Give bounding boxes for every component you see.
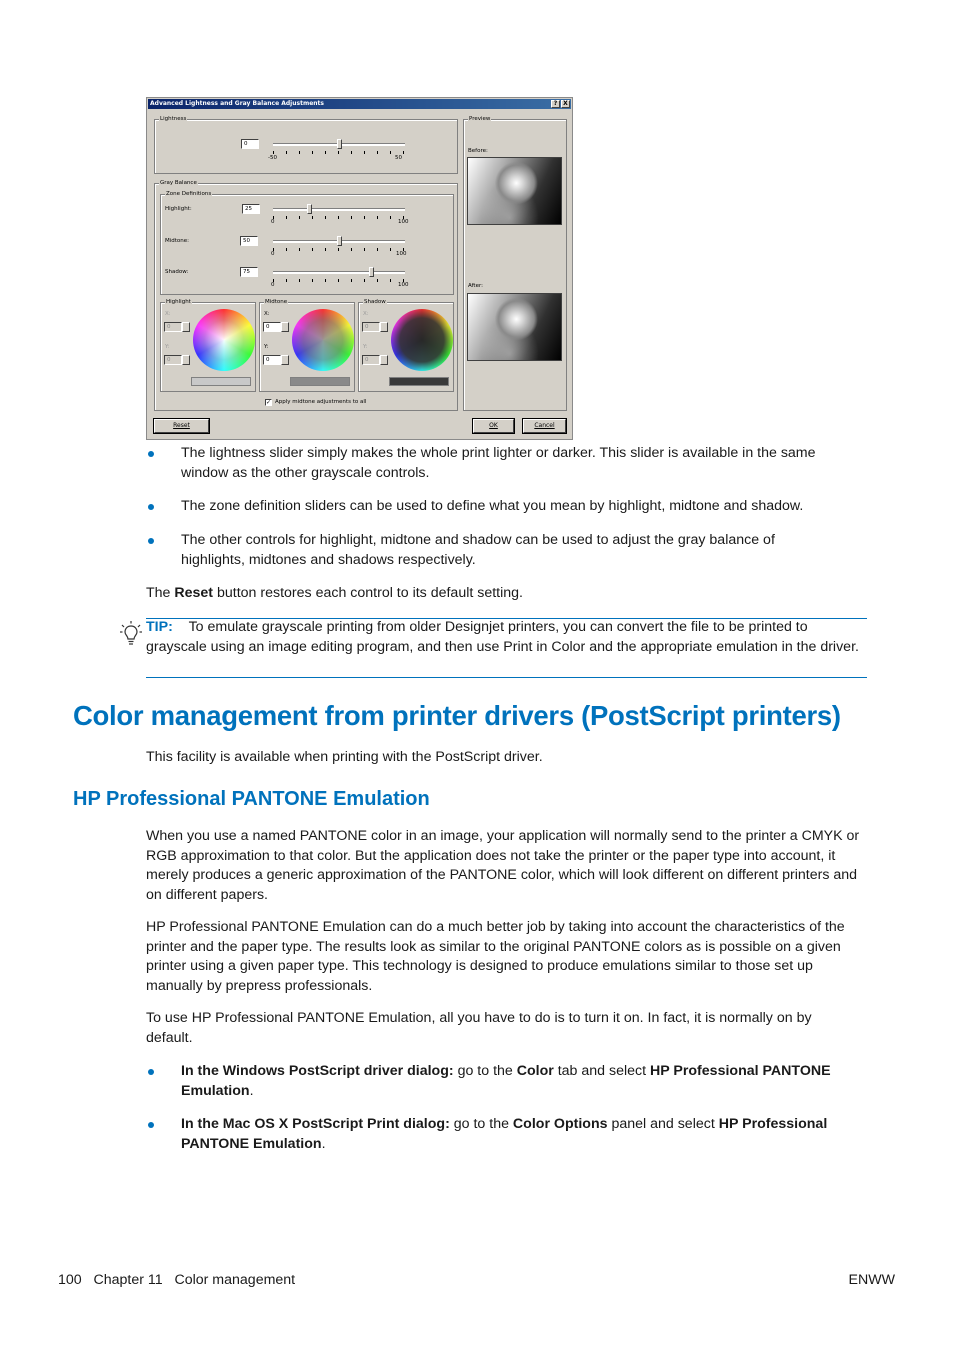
bullet-mac (181, 1115, 861, 1154)
bullet-windows-t2: tab and select (553, 1063, 651, 1079)
highlight-y-spinner (182, 355, 190, 365)
reset-para-post: button restores each control to its default setting. (213, 585, 523, 601)
shadow-x-spinner (380, 322, 388, 332)
reset-paragraph (146, 584, 866, 604)
ok-button[interactable]: OK (473, 419, 514, 433)
bullet-windows (181, 1062, 861, 1101)
midtone-max: 100 (396, 251, 407, 257)
reset-para-bold: Reset (174, 585, 214, 601)
midtone-x-spinner[interactable] (281, 322, 289, 332)
bullet-zone: The zone definition sliders can be used to define what you mean by highlight, midtone and shadow. (181, 498, 804, 514)
dialog-title: Advanced Lightness and Gray Balance Adjustments (150, 100, 324, 107)
shadow-wheel-label: Shadow (364, 299, 386, 305)
shadow-slider-track[interactable] (273, 271, 405, 274)
gray-balance-group (154, 180, 458, 411)
midtone-label: Midtone: (165, 238, 190, 244)
shadow-y-spinner (380, 355, 388, 365)
midtone-wheel-group (259, 299, 355, 392)
bullet-mac-b3: HP Professional PANTONE Emulation (181, 1116, 828, 1152)
tip-text (146, 618, 864, 657)
lightness-group (154, 116, 458, 174)
highlight-min: 0 (271, 219, 275, 225)
midtone-slider-thumb[interactable] (337, 236, 342, 246)
midtone-y-label: Y: (264, 344, 269, 350)
bullet-lightness: The lightness slider simply makes the whole print lighter or darker. This slider is available in the same window as the other grayscale controls. (181, 445, 816, 481)
page-number: 100 (58, 1272, 82, 1288)
bullet-marker (148, 538, 154, 544)
reset-para-pre: The (146, 585, 175, 601)
adjustments-dialog-screenshot (146, 97, 573, 440)
lightbulb-icon (120, 620, 142, 646)
paragraph-3: To use HP Professional PANTONE Emulation, all you have to do is to turn it on. In fact, it is normally on by default. (146, 1010, 812, 1046)
highlight-x-field: 0 (164, 322, 182, 332)
bullet-mac-t3: . (321, 1135, 326, 1152)
bullet-mac-b1: In the Mac OS X PostScript Print dialog: (181, 1116, 450, 1132)
subsection-title: HP Professional PANTONE Emulation (73, 788, 430, 810)
tip-label: TIP: (146, 619, 173, 635)
midtone-wheel-label: Midtone (265, 299, 288, 305)
highlight-ticks (273, 216, 405, 219)
footer-chapter: Chapter 11 Color management (93, 1272, 296, 1288)
shadow-ticks (273, 279, 405, 282)
dialog-titlebar (148, 99, 571, 109)
after-preview-image (467, 293, 562, 361)
lightness-group-label: Lightness (160, 116, 187, 122)
apply-midtone-checkbox[interactable]: ✓ (266, 399, 272, 406)
bullet-other: The other controls for highlight, midtone and shadow can be used to adjust the gray balance of highlights, midtones and shadows respectively. (181, 532, 775, 568)
after-label: After: (468, 283, 483, 289)
shadow-label: Shadow: (165, 269, 189, 275)
zone-definitions-group (160, 191, 454, 295)
bullet-windows-t3: . (249, 1082, 254, 1099)
help-button[interactable]: ? (551, 100, 560, 108)
midtone-y-field[interactable]: 0 (263, 355, 281, 365)
lightness-min: -50 (268, 155, 277, 161)
shadow-min: 0 (271, 282, 275, 288)
footer-left (58, 1271, 295, 1291)
highlight-y-field: 0 (164, 355, 182, 365)
midtone-ticks (273, 248, 405, 251)
highlight-field[interactable]: 25 (242, 204, 260, 214)
bullet-marker (148, 1122, 154, 1128)
footer-right: ENWW (848, 1272, 895, 1288)
lightness-max: 50 (395, 155, 402, 161)
midtone-field[interactable]: 50 (240, 236, 258, 246)
bullet-marker (148, 1069, 154, 1075)
highlight-y-label: Y: (165, 344, 170, 350)
paragraph-1: When you use a named PANTONE color in an image, your application will normally send to the printer a CMYK or RGB approximation to that color. But the application does not take the printer or the paper type into account, it merely produces a generic approximation of the PANTONE color, which will look different on different printers and on different papers. (146, 828, 860, 903)
highlight-color-wheel[interactable] (193, 309, 255, 371)
lightness-slider-thumb[interactable] (337, 139, 342, 149)
highlight-x-spinner (182, 322, 190, 332)
highlight-wheel-group (160, 299, 256, 392)
midtone-min: 0 (271, 251, 275, 257)
zone-definitions-label: Zone Definitions (166, 191, 212, 197)
midtone-y-spinner[interactable] (281, 355, 289, 365)
cancel-button[interactable]: Cancel (523, 419, 566, 433)
lightness-ticks (273, 151, 405, 154)
bullet-mac-t2: panel and select (607, 1116, 719, 1132)
tip-body: To emulate grayscale printing from older Designjet printers, you can convert the file to be printed to grayscale using an image editing program, and then use Print in Color and the appropriate emulation in the driver. (146, 619, 859, 655)
bullet-windows-t1: go to the (453, 1063, 517, 1079)
shadow-wheel-group (358, 299, 454, 392)
midtone-color-wheel[interactable] (292, 309, 354, 371)
bullet-windows-b1: In the Windows PostScript driver dialog: (181, 1063, 454, 1079)
tip-bottom-rule (146, 677, 867, 678)
highlight-label: Highlight: (165, 206, 192, 212)
shadow-swatch (389, 377, 449, 386)
shadow-field[interactable]: 75 (240, 267, 258, 277)
highlight-slider-track[interactable] (273, 208, 405, 211)
lightness-field[interactable]: 0 (241, 139, 259, 149)
bullet-marker (148, 504, 154, 510)
before-preview-image (467, 157, 562, 225)
midtone-x-field[interactable]: 0 (263, 322, 281, 332)
bullet-windows-b2: Color (516, 1063, 554, 1079)
shadow-y-label: Y: (363, 344, 368, 350)
highlight-wheel-label: Highlight (166, 299, 191, 305)
highlight-max: 100 (398, 219, 409, 225)
close-button[interactable]: X (561, 100, 570, 108)
bullet-mac-b2: Color Options (512, 1116, 608, 1132)
reset-button[interactable]: Reset (154, 419, 209, 433)
section-title: Color management from printer drivers (PostScript printers) (73, 700, 841, 731)
shadow-max: 100 (398, 282, 409, 288)
midtone-x-label: X: (264, 311, 270, 317)
bullet-windows-b3: HP Professional PANTONE Emulation (181, 1063, 831, 1099)
bullet-mac-t1: go to the (449, 1116, 513, 1132)
paragraph-2: HP Professional PANTONE Emulation can do a much better job by taking into account the characteristics of the printer and the paper type. The results look as similar to the original PANTONE colors as is possible on a given printer using a given paper type. This technology is designed to produce emulations similar to those set up manually by prepress professionals. (146, 919, 845, 994)
shadow-x-label: X: (363, 311, 369, 317)
shadow-y-field: 0 (362, 355, 380, 365)
highlight-x-label: X: (165, 311, 171, 317)
bullet-marker (148, 451, 154, 457)
shadow-slider-thumb[interactable] (369, 267, 374, 277)
preview-label: Preview (469, 116, 491, 122)
shadow-color-wheel[interactable] (391, 309, 453, 371)
gray-balance-label: Gray Balance (160, 180, 197, 186)
midtone-swatch (290, 377, 350, 386)
section-intro: This facility is available when printing with the PostScript driver. (146, 749, 543, 765)
highlight-swatch (191, 377, 251, 386)
highlight-slider-thumb[interactable] (307, 204, 312, 214)
apply-midtone-label: Apply midtone adjustments to all (275, 399, 367, 405)
shadow-x-field: 0 (362, 322, 380, 332)
before-label: Before: (468, 148, 488, 154)
preview-group (463, 116, 567, 411)
